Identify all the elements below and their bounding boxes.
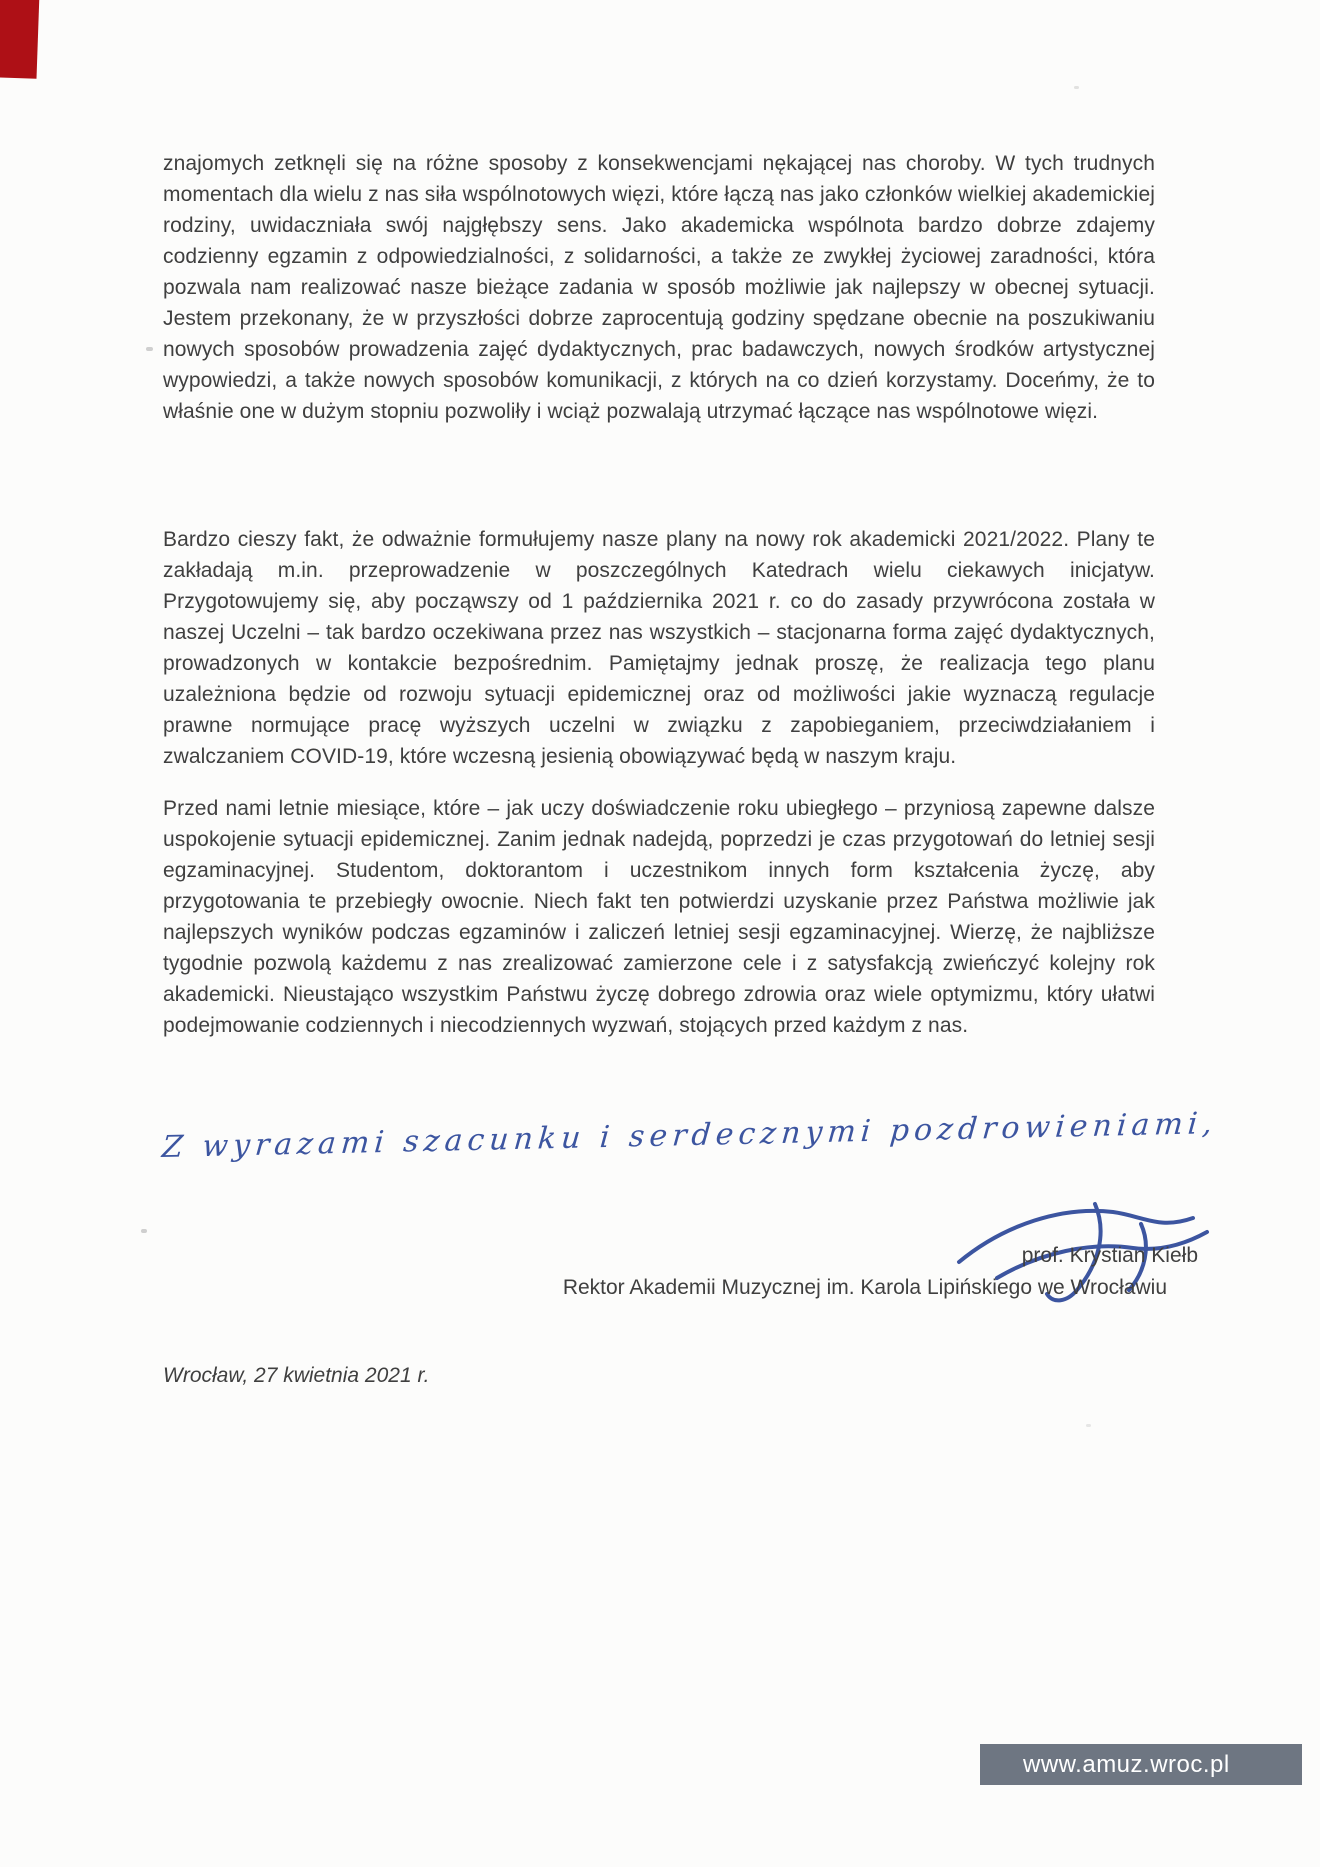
scan-artifact-red-corner (0, 0, 39, 79)
handwritten-closing: Z wyrazami szacunku i serdecznymi pozdrowieniami, (160, 1106, 1219, 1166)
scan-speck (1074, 86, 1079, 89)
letter-paragraph-2: Bardzo cieszy fakt, że odważnie formułujemy nasze plany na nowy rok akademicki 2021/2022. Plany te zakładają m.in. przeprowadzenie w poszczególnych Katedrach wielu ciekawych inicjatyw. Przygotowujemy się, aby począwszy od 1 października 2021 r. co do zasady przywrócona została w naszej Uczelni – tak bardzo oczekiwana przez nas wszystkich – stacjonarna forma zajęć dydaktycznych, prowadzonych w kontakcie bezpośrednim. Pamiętajmy jednak proszę, że realizacja tego planu uzależniona będzie od rozwoju sytuacji epidemicznej oraz od możliwości jakie wyznaczą regulacje prawne normujące pracę wyższych uczelni w związku z zapobieganiem, przeciwdziałaniem i zwalczaniem COVID-19, które wczesną jesienią obowiązywać będą w naszym kraju. (163, 528, 1155, 768)
website-url: www.amuz.wroc.pl (1023, 1750, 1230, 1778)
place-date-line: Wrocław, 27 kwietnia 2021 r. (163, 1364, 430, 1387)
signer-name: prof. Krystian Kiełb (1021, 1244, 1198, 1267)
website-bar (980, 1744, 1302, 1785)
scan-speck (141, 1229, 147, 1233)
scan-speck (1086, 1424, 1091, 1427)
scan-speck (146, 347, 153, 351)
signer-title: Rektor Akademii Muzycznej im. Karola Lipińskiego we Wrocławiu (562, 1276, 1167, 1299)
letter-paragraph-1: znajomych zetknęli się na różne sposoby z konsekwencjami nękającej nas choroby. W tych trudnych momentach dla wielu z nas siła wspólnotowych więzi, które łączą nas jako członków wielkiej akademickiej rodziny, uwidaczniała swój najgłębszy sens. Jako akademicka wspólnota bardzo dobrze zdajemy codzienny egzamin z odpowiedzialności, z solidarności, a także ze zwykłej życiowej zaradności, która pozwala nam realizować nasze bieżące zadania w sposób możliwie jak najlepszy w obecnej sytuacji. Jestem przekonany, że w przyszłości dobrze zaprocentują godziny spędzane obecnie na poszukiwaniu nowych sposobów prowadzenia zajęć dydaktycznych, prac badawczych, nowych środków artystycznej wypowiedzi, a także nowych sposobów komunikacji, z których na co dzień korzystamy. Doceńmy, że to właśnie one w dużym stopniu pozwoliły i wciąż pozwalają utrzymać łączące nas wspólnotowe więzi. (163, 152, 1155, 423)
letter-paragraph-3: Przed nami letnie miesiące, które – jak uczy doświadczenie roku ubiegłego – przyniosą zapewne dalsze uspokojenie sytuacji epidemicznej. Zanim jednak nadejdą, poprzedzi je czas przygotowań do letniej sesji egzaminacyjnej. Studentom, doktorantom i uczestnikom innych form kształcenia życzę, aby przygotowania te przebiegły owocnie. Niech fakt ten potwierdzi uzyskanie przez Państwa możliwie jak najlepszych wyników podczas egzaminów i zaliczeń letniej sesji egzaminacyjnej. Wierzę, że najbliższe tygodnie pozwolą każdemu z nas zrealizować zamierzone cele i z satysfakcją zwieńczyć kolejny rok akademicki. Nieustająco wszystkim Państwu życzę dobrego zdrowia oraz wiele optymizmu, który ułatwi podejmowanie codziennych i niecodziennych wyzwań, stojących przed każdym z nas. (163, 797, 1155, 1037)
